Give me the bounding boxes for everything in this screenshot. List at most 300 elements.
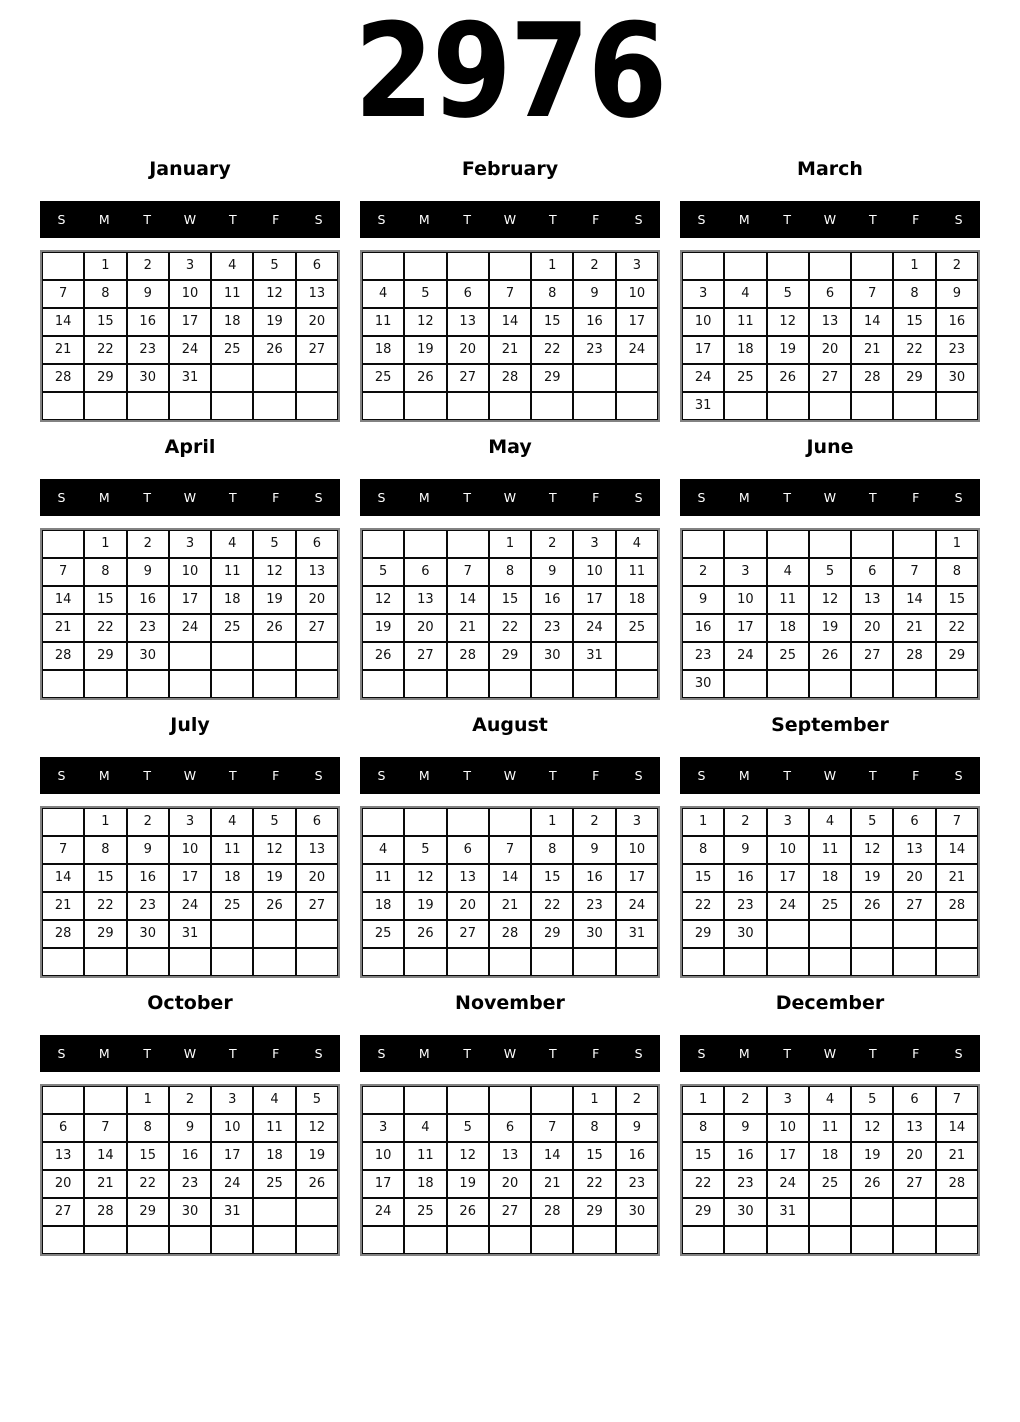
day-cell: 8 xyxy=(531,836,573,864)
month-title: December xyxy=(775,991,885,1014)
week-row xyxy=(682,670,978,698)
day-cell: 16 xyxy=(573,864,615,892)
week-row xyxy=(362,1142,658,1170)
day-cell: 14 xyxy=(851,308,893,336)
day-cell: 19 xyxy=(296,1142,338,1170)
day-cell: 11 xyxy=(253,1114,295,1142)
weekday-label: T xyxy=(463,489,471,505)
day-cell: 15 xyxy=(573,1142,615,1170)
day-cell: 13 xyxy=(296,280,338,308)
weekday-label: T xyxy=(783,489,791,505)
day-cell: 3 xyxy=(682,280,724,308)
day-cell: 25 xyxy=(211,892,253,920)
day-cell: 6 xyxy=(404,558,446,586)
day-cell: 29 xyxy=(936,642,978,670)
day-cell: 29 xyxy=(531,920,573,948)
month-grid xyxy=(40,528,340,700)
empty-day-cell xyxy=(447,392,489,420)
day-cell: 21 xyxy=(42,892,84,920)
day-cell: 30 xyxy=(724,1198,766,1226)
weekday-label: W xyxy=(183,489,197,505)
week-row xyxy=(362,280,658,308)
day-cell: 15 xyxy=(531,864,573,892)
empty-day-cell xyxy=(851,252,893,280)
weekday-label: S xyxy=(954,211,963,227)
weekday-label: S xyxy=(57,767,66,783)
day-cell: 22 xyxy=(531,892,573,920)
day-cell: 11 xyxy=(404,1142,446,1170)
day-cell: 28 xyxy=(489,920,531,948)
day-cell: 18 xyxy=(253,1142,295,1170)
week-row xyxy=(682,614,978,642)
day-cell: 6 xyxy=(893,808,935,836)
day-cell: 23 xyxy=(127,336,169,364)
year-text: 2976 xyxy=(354,0,666,147)
day-cell: 25 xyxy=(724,364,766,392)
day-cell: 20 xyxy=(489,1170,531,1198)
empty-day-cell xyxy=(42,948,84,976)
day-cell: 10 xyxy=(724,586,766,614)
day-cell: 18 xyxy=(809,864,851,892)
day-cell: 16 xyxy=(724,864,766,892)
weekday-label: T xyxy=(229,211,237,227)
day-cell: 4 xyxy=(616,530,658,558)
day-cell: 28 xyxy=(893,642,935,670)
day-cell: 30 xyxy=(682,670,724,698)
day-cell: 13 xyxy=(42,1142,84,1170)
day-cell: 15 xyxy=(84,308,126,336)
day-cell: 29 xyxy=(489,642,531,670)
weekday-label: S xyxy=(314,211,323,227)
day-cell: 27 xyxy=(296,336,338,364)
empty-day-cell xyxy=(447,670,489,698)
empty-day-cell xyxy=(253,1226,295,1254)
month-grid xyxy=(680,806,980,978)
day-cell: 20 xyxy=(404,614,446,642)
day-cell: 24 xyxy=(767,1170,809,1198)
empty-day-cell xyxy=(211,642,253,670)
empty-day-cell xyxy=(767,530,809,558)
empty-day-cell xyxy=(296,364,338,392)
day-cell: 1 xyxy=(573,1086,615,1114)
empty-day-cell xyxy=(851,920,893,948)
week-row xyxy=(42,392,338,420)
day-cell: 14 xyxy=(936,1114,978,1142)
day-cell: 3 xyxy=(169,530,211,558)
day-cell: 3 xyxy=(724,558,766,586)
day-cell: 3 xyxy=(616,808,658,836)
day-cell: 6 xyxy=(447,836,489,864)
week-row xyxy=(362,670,658,698)
weekday-label: W xyxy=(503,489,517,505)
day-cell: 12 xyxy=(447,1142,489,1170)
day-cell: 20 xyxy=(296,308,338,336)
weekday-label: T xyxy=(783,1045,791,1061)
day-cell: 26 xyxy=(404,364,446,392)
day-cell: 7 xyxy=(489,280,531,308)
day-cell: 29 xyxy=(682,920,724,948)
empty-day-cell xyxy=(42,530,84,558)
weekday-label: T xyxy=(229,489,237,505)
weekday-label: F xyxy=(592,489,600,505)
day-cell: 7 xyxy=(42,836,84,864)
day-cell: 3 xyxy=(767,1086,809,1114)
week-row xyxy=(42,308,338,336)
day-cell: 1 xyxy=(84,530,126,558)
day-cell: 12 xyxy=(809,586,851,614)
day-cell: 19 xyxy=(404,892,446,920)
weekday-label: W xyxy=(183,767,197,783)
week-row xyxy=(362,364,658,392)
day-cell: 7 xyxy=(893,558,935,586)
day-cell: 9 xyxy=(573,280,615,308)
day-cell: 28 xyxy=(42,920,84,948)
empty-day-cell xyxy=(682,948,724,976)
day-cell: 17 xyxy=(616,308,658,336)
month-title: November xyxy=(455,991,565,1014)
day-cell: 27 xyxy=(893,892,935,920)
empty-day-cell xyxy=(253,1198,295,1226)
day-cell: 11 xyxy=(211,558,253,586)
weekday-label: W xyxy=(823,767,837,783)
empty-day-cell xyxy=(893,1226,935,1254)
weekday-header-bar xyxy=(680,479,980,516)
empty-day-cell xyxy=(851,1226,893,1254)
day-cell: 4 xyxy=(724,280,766,308)
day-cell: 15 xyxy=(682,1142,724,1170)
day-cell: 10 xyxy=(767,1114,809,1142)
day-cell: 8 xyxy=(84,558,126,586)
day-cell: 9 xyxy=(531,558,573,586)
week-row xyxy=(362,920,658,948)
empty-day-cell xyxy=(169,642,211,670)
day-cell: 31 xyxy=(573,642,615,670)
day-cell: 1 xyxy=(936,530,978,558)
week-row xyxy=(682,558,978,586)
month-block xyxy=(360,158,660,422)
empty-day-cell xyxy=(531,948,573,976)
day-cell: 3 xyxy=(767,808,809,836)
empty-day-cell xyxy=(893,530,935,558)
weekday-label: F xyxy=(592,1045,600,1061)
day-cell: 26 xyxy=(253,892,295,920)
day-cell: 10 xyxy=(682,308,724,336)
week-row xyxy=(362,1198,658,1226)
day-cell: 21 xyxy=(893,614,935,642)
day-cell: 14 xyxy=(893,586,935,614)
day-cell: 12 xyxy=(851,1114,893,1142)
empty-day-cell xyxy=(724,670,766,698)
empty-day-cell xyxy=(211,920,253,948)
day-cell: 11 xyxy=(809,1114,851,1142)
week-row xyxy=(362,1086,658,1114)
empty-day-cell xyxy=(42,392,84,420)
empty-day-cell xyxy=(404,1226,446,1254)
week-row xyxy=(362,614,658,642)
day-cell: 7 xyxy=(851,280,893,308)
day-cell: 15 xyxy=(682,864,724,892)
day-cell: 17 xyxy=(682,336,724,364)
day-cell: 12 xyxy=(253,558,295,586)
day-cell: 1 xyxy=(489,530,531,558)
empty-day-cell xyxy=(42,1226,84,1254)
day-cell: 1 xyxy=(682,808,724,836)
day-cell: 15 xyxy=(893,308,935,336)
week-row xyxy=(682,1198,978,1226)
day-cell: 11 xyxy=(211,836,253,864)
day-cell: 1 xyxy=(84,252,126,280)
empty-day-cell xyxy=(42,252,84,280)
day-cell: 2 xyxy=(682,558,724,586)
week-row xyxy=(42,808,338,836)
day-cell: 25 xyxy=(253,1170,295,1198)
week-row xyxy=(362,836,658,864)
weekday-header-bar xyxy=(40,479,340,516)
weekday-header-bar xyxy=(680,1035,980,1072)
weekday-label: S xyxy=(954,489,963,505)
empty-day-cell xyxy=(84,1086,126,1114)
day-cell: 27 xyxy=(296,892,338,920)
empty-day-cell xyxy=(573,948,615,976)
day-cell: 25 xyxy=(404,1198,446,1226)
weekday-label: T xyxy=(143,211,151,227)
week-row xyxy=(682,1142,978,1170)
day-cell: 10 xyxy=(169,836,211,864)
week-row xyxy=(362,308,658,336)
week-row xyxy=(362,864,658,892)
day-cell: 17 xyxy=(573,586,615,614)
weekday-label: T xyxy=(143,1045,151,1061)
day-cell: 5 xyxy=(362,558,404,586)
weekday-label: M xyxy=(418,767,430,783)
empty-day-cell xyxy=(809,252,851,280)
empty-day-cell xyxy=(573,364,615,392)
day-cell: 13 xyxy=(296,836,338,864)
day-cell: 6 xyxy=(447,280,489,308)
day-cell: 22 xyxy=(682,1170,724,1198)
day-cell: 22 xyxy=(84,892,126,920)
empty-day-cell xyxy=(296,1226,338,1254)
weekday-header-bar xyxy=(40,757,340,794)
weekday-label: W xyxy=(823,489,837,505)
day-cell: 18 xyxy=(616,586,658,614)
day-cell: 18 xyxy=(211,308,253,336)
day-cell: 15 xyxy=(489,586,531,614)
day-cell: 27 xyxy=(447,920,489,948)
day-cell: 1 xyxy=(893,252,935,280)
weekday-label: F xyxy=(592,767,600,783)
week-row xyxy=(362,558,658,586)
empty-day-cell xyxy=(489,252,531,280)
month-grid xyxy=(40,1084,340,1256)
day-cell: 6 xyxy=(809,280,851,308)
empty-day-cell xyxy=(42,1086,84,1114)
day-cell: 28 xyxy=(531,1198,573,1226)
empty-day-cell xyxy=(127,392,169,420)
empty-day-cell xyxy=(404,252,446,280)
day-cell: 13 xyxy=(893,836,935,864)
day-cell: 16 xyxy=(127,308,169,336)
weekday-label: S xyxy=(697,489,706,505)
weekday-label: T xyxy=(463,767,471,783)
weekday-label: T xyxy=(549,489,557,505)
weekday-label: S xyxy=(697,1045,706,1061)
day-cell: 26 xyxy=(253,336,295,364)
empty-day-cell xyxy=(573,1226,615,1254)
weekday-label: T xyxy=(783,767,791,783)
day-cell: 28 xyxy=(489,364,531,392)
day-cell: 10 xyxy=(362,1142,404,1170)
day-cell: 20 xyxy=(296,586,338,614)
day-cell: 26 xyxy=(362,642,404,670)
day-cell: 8 xyxy=(531,280,573,308)
month-grid xyxy=(360,806,660,978)
day-cell: 9 xyxy=(724,836,766,864)
day-cell: 22 xyxy=(84,336,126,364)
weekday-header-bar xyxy=(40,1035,340,1072)
week-row xyxy=(42,530,338,558)
empty-day-cell xyxy=(362,1226,404,1254)
day-cell: 7 xyxy=(84,1114,126,1142)
day-cell: 23 xyxy=(531,614,573,642)
day-cell: 19 xyxy=(447,1170,489,1198)
day-cell: 21 xyxy=(936,864,978,892)
empty-day-cell xyxy=(724,948,766,976)
day-cell: 26 xyxy=(851,1170,893,1198)
week-row xyxy=(682,280,978,308)
empty-day-cell xyxy=(809,1198,851,1226)
day-cell: 21 xyxy=(42,614,84,642)
day-cell: 24 xyxy=(682,364,724,392)
day-cell: 26 xyxy=(404,920,446,948)
day-cell: 25 xyxy=(767,642,809,670)
empty-day-cell xyxy=(893,920,935,948)
empty-day-cell xyxy=(767,920,809,948)
day-cell: 6 xyxy=(489,1114,531,1142)
week-row xyxy=(682,252,978,280)
day-cell: 4 xyxy=(767,558,809,586)
weekday-header-bar xyxy=(680,757,980,794)
day-cell: 2 xyxy=(724,1086,766,1114)
day-cell: 8 xyxy=(936,558,978,586)
day-cell: 20 xyxy=(809,336,851,364)
day-cell: 20 xyxy=(447,892,489,920)
weekday-header-bar xyxy=(360,1035,660,1072)
empty-day-cell xyxy=(362,670,404,698)
empty-day-cell xyxy=(851,670,893,698)
day-cell: 12 xyxy=(851,836,893,864)
day-cell: 19 xyxy=(253,308,295,336)
day-cell: 22 xyxy=(573,1170,615,1198)
empty-day-cell xyxy=(809,392,851,420)
week-row xyxy=(682,392,978,420)
day-cell: 13 xyxy=(809,308,851,336)
day-cell: 22 xyxy=(936,614,978,642)
day-cell: 29 xyxy=(893,364,935,392)
day-cell: 5 xyxy=(253,808,295,836)
month-block xyxy=(360,436,660,700)
day-cell: 29 xyxy=(573,1198,615,1226)
month-title: July xyxy=(170,713,210,736)
empty-day-cell xyxy=(809,920,851,948)
weekday-label: M xyxy=(738,489,750,505)
day-cell: 29 xyxy=(531,364,573,392)
weekday-label: M xyxy=(98,767,110,783)
empty-day-cell xyxy=(447,530,489,558)
day-cell: 2 xyxy=(531,530,573,558)
empty-day-cell xyxy=(809,530,851,558)
empty-day-cell xyxy=(936,670,978,698)
month-title: February xyxy=(461,157,559,180)
month-block xyxy=(680,992,980,1256)
week-row xyxy=(362,586,658,614)
empty-day-cell xyxy=(936,948,978,976)
day-cell: 25 xyxy=(211,614,253,642)
weekday-label: S xyxy=(314,767,323,783)
empty-day-cell xyxy=(767,252,809,280)
week-row xyxy=(42,364,338,392)
empty-day-cell xyxy=(404,1086,446,1114)
day-cell: 23 xyxy=(724,892,766,920)
empty-day-cell xyxy=(362,530,404,558)
week-row xyxy=(682,920,978,948)
week-row xyxy=(362,1170,658,1198)
week-row xyxy=(42,920,338,948)
day-cell: 23 xyxy=(936,336,978,364)
day-cell: 9 xyxy=(127,558,169,586)
week-row xyxy=(42,1142,338,1170)
day-cell: 6 xyxy=(851,558,893,586)
day-cell: 12 xyxy=(253,280,295,308)
day-cell: 15 xyxy=(531,308,573,336)
empty-day-cell xyxy=(531,392,573,420)
day-cell: 5 xyxy=(851,1086,893,1114)
day-cell: 28 xyxy=(851,364,893,392)
empty-day-cell xyxy=(616,1226,658,1254)
empty-day-cell xyxy=(809,948,851,976)
day-cell: 16 xyxy=(127,586,169,614)
day-cell: 20 xyxy=(447,336,489,364)
day-cell: 24 xyxy=(616,892,658,920)
day-cell: 14 xyxy=(42,864,84,892)
day-cell: 4 xyxy=(211,808,253,836)
day-cell: 17 xyxy=(767,1142,809,1170)
weekday-label: F xyxy=(272,211,280,227)
day-cell: 14 xyxy=(42,308,84,336)
weekday-label: M xyxy=(418,211,430,227)
empty-day-cell xyxy=(767,670,809,698)
weekday-label: F xyxy=(912,211,920,227)
day-cell: 30 xyxy=(127,364,169,392)
weekday-label: S xyxy=(697,211,706,227)
month-block xyxy=(40,714,340,978)
day-cell: 11 xyxy=(767,586,809,614)
month-grid xyxy=(40,250,340,422)
day-cell: 25 xyxy=(809,1170,851,1198)
day-cell: 1 xyxy=(531,808,573,836)
day-cell: 15 xyxy=(84,586,126,614)
weekday-label: T xyxy=(783,211,791,227)
day-cell: 16 xyxy=(682,614,724,642)
day-cell: 14 xyxy=(936,836,978,864)
weekday-label: T xyxy=(549,211,557,227)
month-title: June xyxy=(806,435,854,458)
empty-day-cell xyxy=(616,364,658,392)
day-cell: 5 xyxy=(253,530,295,558)
day-cell: 5 xyxy=(809,558,851,586)
day-cell: 16 xyxy=(573,308,615,336)
day-cell: 6 xyxy=(296,530,338,558)
